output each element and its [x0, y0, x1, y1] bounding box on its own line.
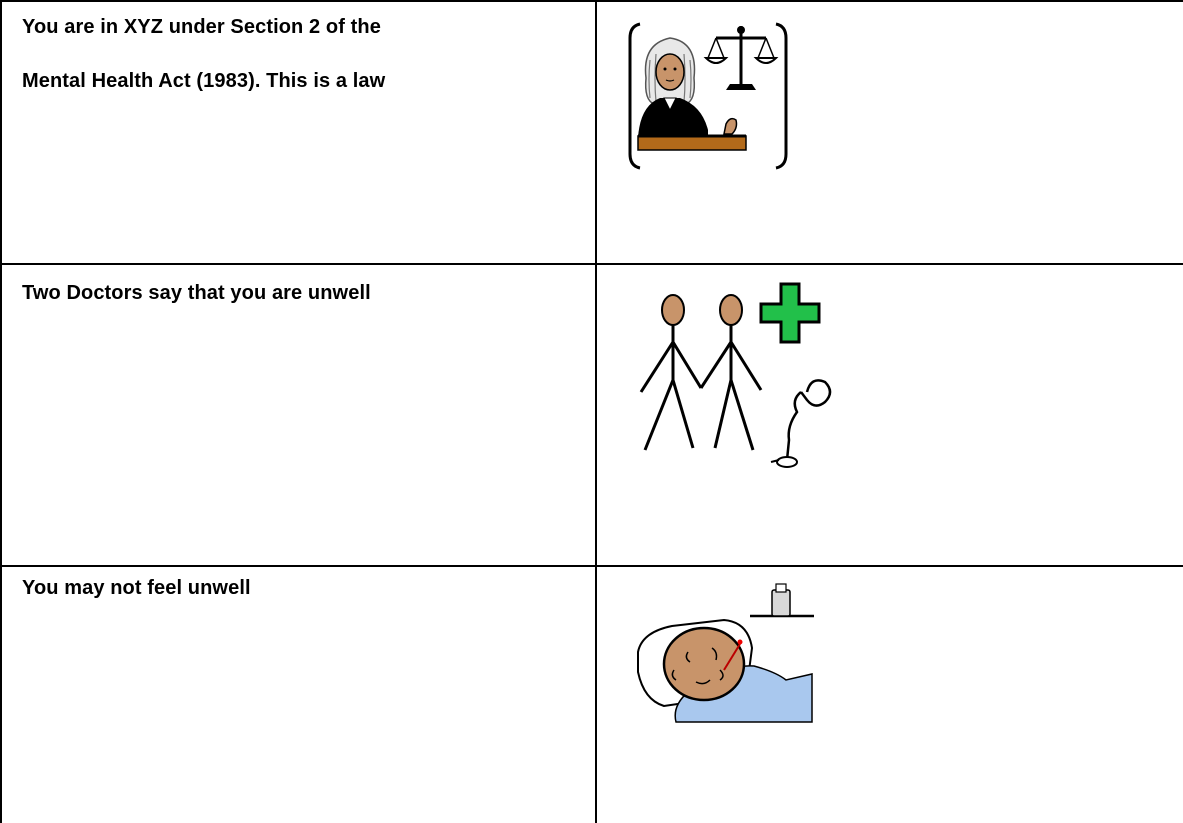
table-row-3-text: [22, 561, 582, 615]
table-row-2-text: [22, 266, 582, 320]
row-divider: [0, 263, 1183, 265]
text-line: Mental Health Act (1983). This is a law: [22, 70, 386, 92]
table-row-1-text: [22, 0, 582, 108]
column-divider: [595, 0, 597, 823]
text-line: Two Doctors say that you are unwell: [22, 282, 371, 304]
sick-in-bed-icon: [636, 582, 826, 727]
table-left-border: [0, 0, 2, 823]
two-doctors-icon: [635, 280, 845, 480]
judge-and-scales-icon: [628, 20, 788, 172]
text-line: You may not feel unwell: [22, 577, 251, 599]
text-line: You are in XYZ under Section 2 of the: [22, 16, 381, 38]
